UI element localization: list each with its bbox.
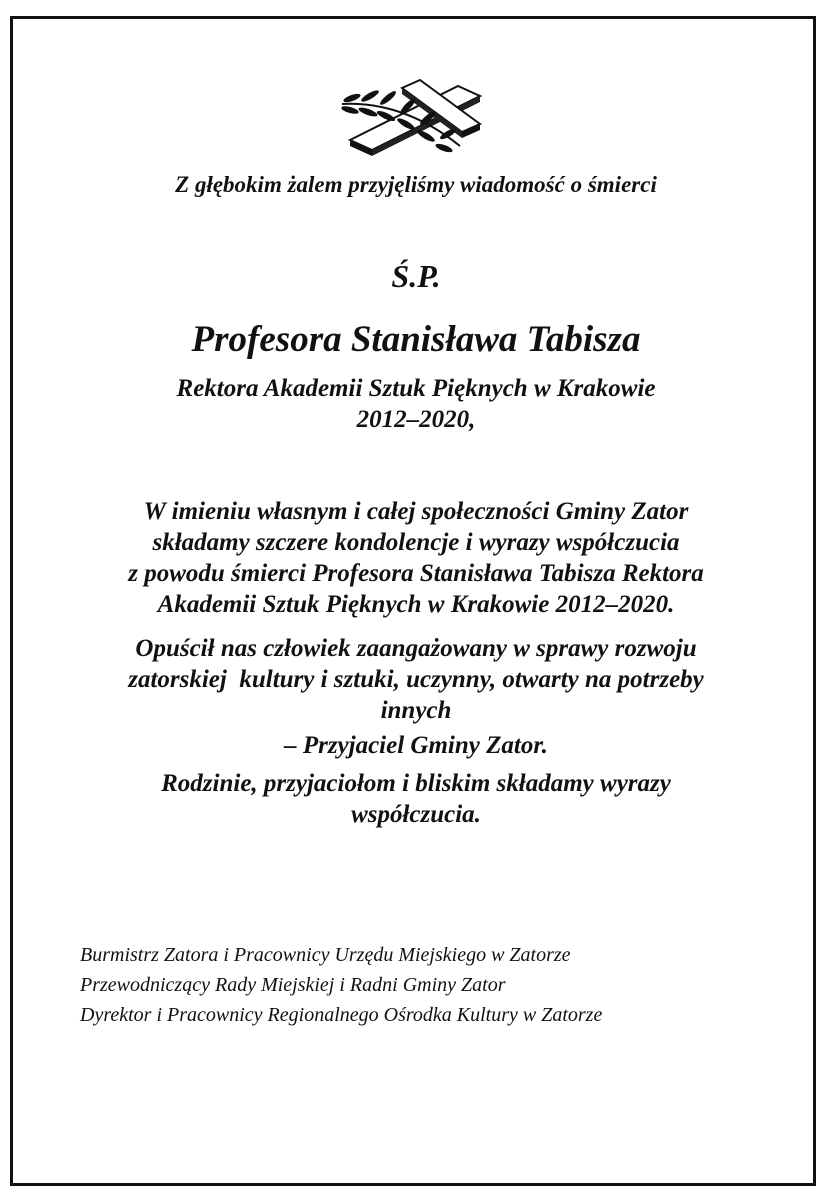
tribute-paragraph — [60, 633, 772, 726]
intro-text: Z głębokim żalem przyjęliśmy wiadomość o śmierci — [175, 172, 657, 197]
text-line: składamy szczere kondolencje i wyrazy współczucia — [152, 529, 680, 556]
deceased-role — [0, 373, 832, 435]
cross-with-palm-branch-icon — [330, 68, 500, 158]
friend-line: – Przyjaciel Gminy Zator. — [284, 732, 548, 759]
text-line: współczucia. — [351, 801, 481, 828]
signatures — [80, 940, 602, 1030]
text-line: W imieniu własnym i całej społeczności Gminy Zator — [143, 498, 689, 525]
signature-line: Dyrektor i Pracownicy Regionalnego Ośrodka Kultury w Zatorze — [80, 1004, 603, 1026]
honorific: Ś.P. — [391, 258, 441, 294]
text-line: Akademii Sztuk Pięknych w Krakowie 2012–2020. — [157, 591, 675, 618]
signature-line: Przewodniczący Rady Miejskiej i Radni Gminy Zator — [80, 974, 506, 996]
deceased-name: Profesora Stanisława Tabisza — [191, 319, 641, 360]
sympathy-paragraph — [60, 768, 772, 830]
text-line: zatorskiej kultury i sztuki, uczynny, otwarty na potrzeby — [128, 666, 704, 693]
text-line: innych — [380, 697, 452, 724]
role-years: 2012–2020, — [356, 406, 476, 433]
signature-line: Burmistrz Zatora i Pracownicy Urzędu Miejskiego w Zatorze — [80, 944, 571, 966]
text-line: Opuścił nas człowiek zaangażowany w sprawy rozwoju — [135, 635, 697, 662]
text-line: z powodu śmierci Profesora Stanisława Tabisza Rektora — [128, 560, 704, 587]
text-line: Rodzinie, przyjaciołom i bliskim składamy wyrazy — [161, 770, 671, 797]
role-line: Rektora Akademii Sztuk Pięknych w Krakowie — [176, 375, 656, 402]
condolence-paragraph — [60, 496, 772, 620]
